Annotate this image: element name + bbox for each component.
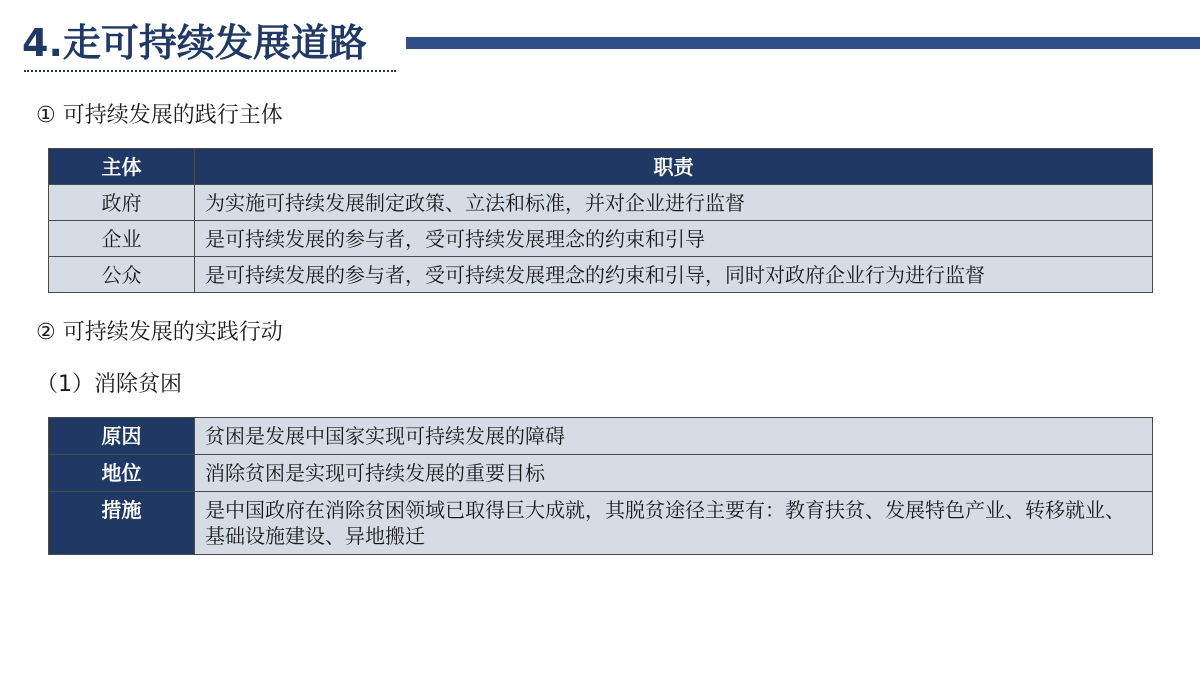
table-row [49, 418, 1153, 455]
header-duty: 职责 [195, 149, 1153, 185]
subject-cell: 企业 [49, 221, 195, 257]
practice-subjects-table [48, 148, 1153, 293]
row-value-cell: 是中国政府在消除贫困领域已取得巨大成就，其脱贫途径主要有：教育扶贫、发展特色产业、转移就业、基础设施建设、异地搬迁 [195, 492, 1153, 555]
table-header-row [49, 149, 1153, 185]
row-label-cell: 地位 [49, 455, 195, 492]
section2-heading: ② 可持续发展的实践行动 [36, 320, 283, 345]
section2-subheading: （1）消除贫困 [36, 372, 182, 397]
row-label-cell: 原因 [49, 418, 195, 455]
table-row [49, 257, 1153, 293]
title-dotted-underline [24, 70, 396, 72]
table-row [49, 492, 1153, 555]
row-value-cell: 贫困是发展中国家实现可持续发展的障碍 [195, 418, 1153, 455]
subject-cell: 政府 [49, 185, 195, 221]
subject-cell: 公众 [49, 257, 195, 293]
table-row [49, 221, 1153, 257]
duty-cell: 是可持续发展的参与者，受可持续发展理念的约束和引导 [195, 221, 1153, 257]
title-accent-bar [406, 37, 1200, 49]
section1-heading: ① 可持续发展的践行主体 [36, 103, 283, 128]
poverty-elimination-table [48, 417, 1153, 555]
duty-cell: 是可持续发展的参与者，受可持续发展理念的约束和引导，同时对政府企业行为进行监督 [195, 257, 1153, 293]
row-value-cell: 消除贫困是实现可持续发展的重要目标 [195, 455, 1153, 492]
table-row [49, 185, 1153, 221]
table-row [49, 455, 1153, 492]
duty-cell: 为实施可持续发展制定政策、立法和标准，并对企业进行监督 [195, 185, 1153, 221]
header-subject: 主体 [49, 149, 195, 185]
row-label-cell: 措施 [49, 492, 195, 555]
slide-title: 4.走可持续发展道路 [22, 21, 367, 65]
